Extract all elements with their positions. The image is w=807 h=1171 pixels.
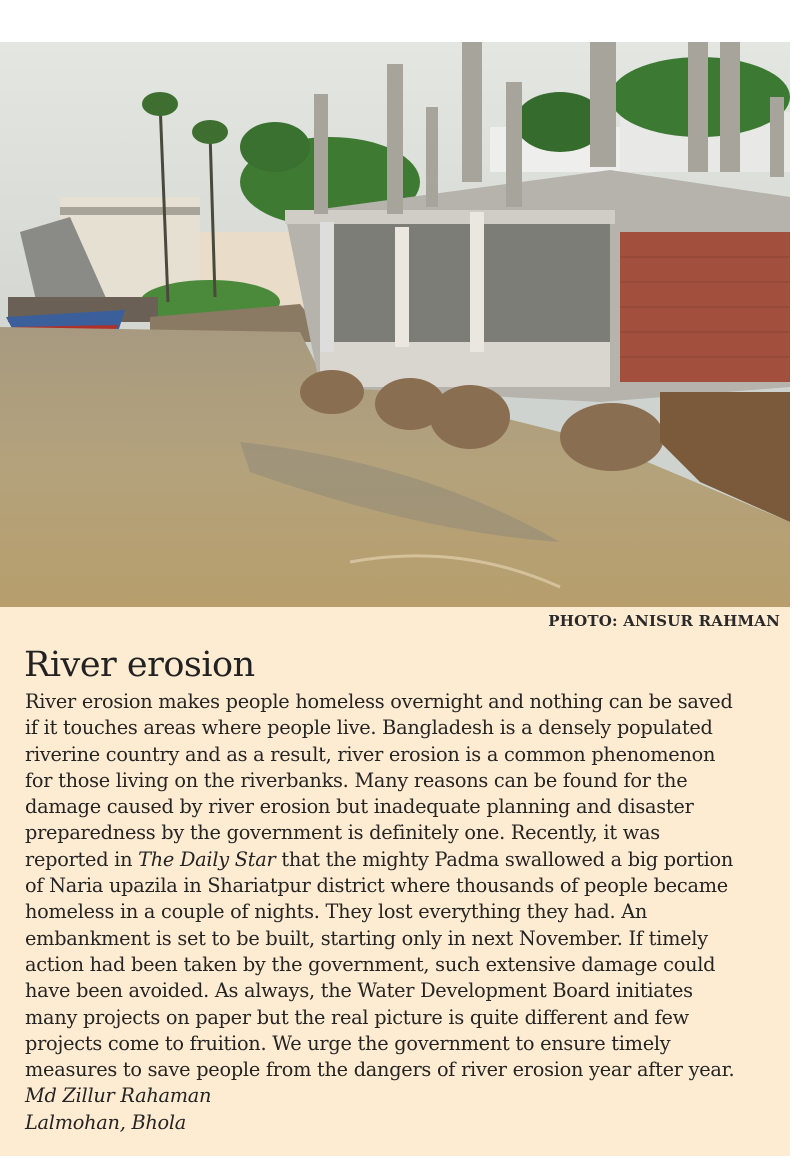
newspaper-name: The Daily Star — [138, 847, 276, 871]
letter-panel — [0, 607, 790, 1156]
author-name: Md Zillur Rahaman — [25, 1084, 212, 1108]
body-line: have been avoided. As always, the Water Development Board initiates — [25, 979, 693, 1003]
author-location: Lalmohan, Bhola — [25, 1110, 187, 1134]
body-line: if it touches areas where people live. Bangladesh is a densely populated — [25, 716, 713, 740]
body-line: many projects on paper but the real picture is quite different and few — [25, 1005, 689, 1029]
body-line: damage caused by river erosion but inadequate planning and disaster — [25, 795, 694, 819]
body-line-newspaper — [25, 847, 783, 873]
body-text: reported in — [25, 847, 139, 871]
body-line: for those living on the riverbanks. Many reasons can be found for the — [25, 768, 688, 792]
body-line: River erosion makes people homeless overnight and nothing can be saved — [25, 690, 733, 713]
photo-credit: PHOTO: ANISUR RAHMAN — [548, 612, 780, 630]
body-line: action had been taken by the government, such extensive damage could — [25, 952, 716, 976]
body-line: preparedness by the government is definitely one. Recently, it was — [25, 821, 660, 845]
letter-body — [25, 689, 783, 1136]
body-line: of Naria upazila in Shariatpur district where thousands of people became — [25, 874, 728, 898]
news-photo — [0, 42, 790, 607]
body-line: measures to save people from the dangers of river erosion year after year. — [25, 1058, 735, 1082]
body-line: projects come to fruition. We urge the government to ensure timely — [25, 1031, 671, 1055]
body-text: that the mighty Padma swallowed a big portion — [275, 847, 734, 871]
body-line: homeless in a couple of nights. They lost everything they had. An — [25, 900, 648, 924]
river-erosion-photo — [0, 42, 790, 607]
letter-headline: River erosion — [24, 645, 255, 685]
body-line: embankment is set to be built, starting only in next November. If timely — [25, 926, 708, 950]
body-line: riverine country and as a result, river erosion is a common phenomenon — [25, 742, 716, 766]
